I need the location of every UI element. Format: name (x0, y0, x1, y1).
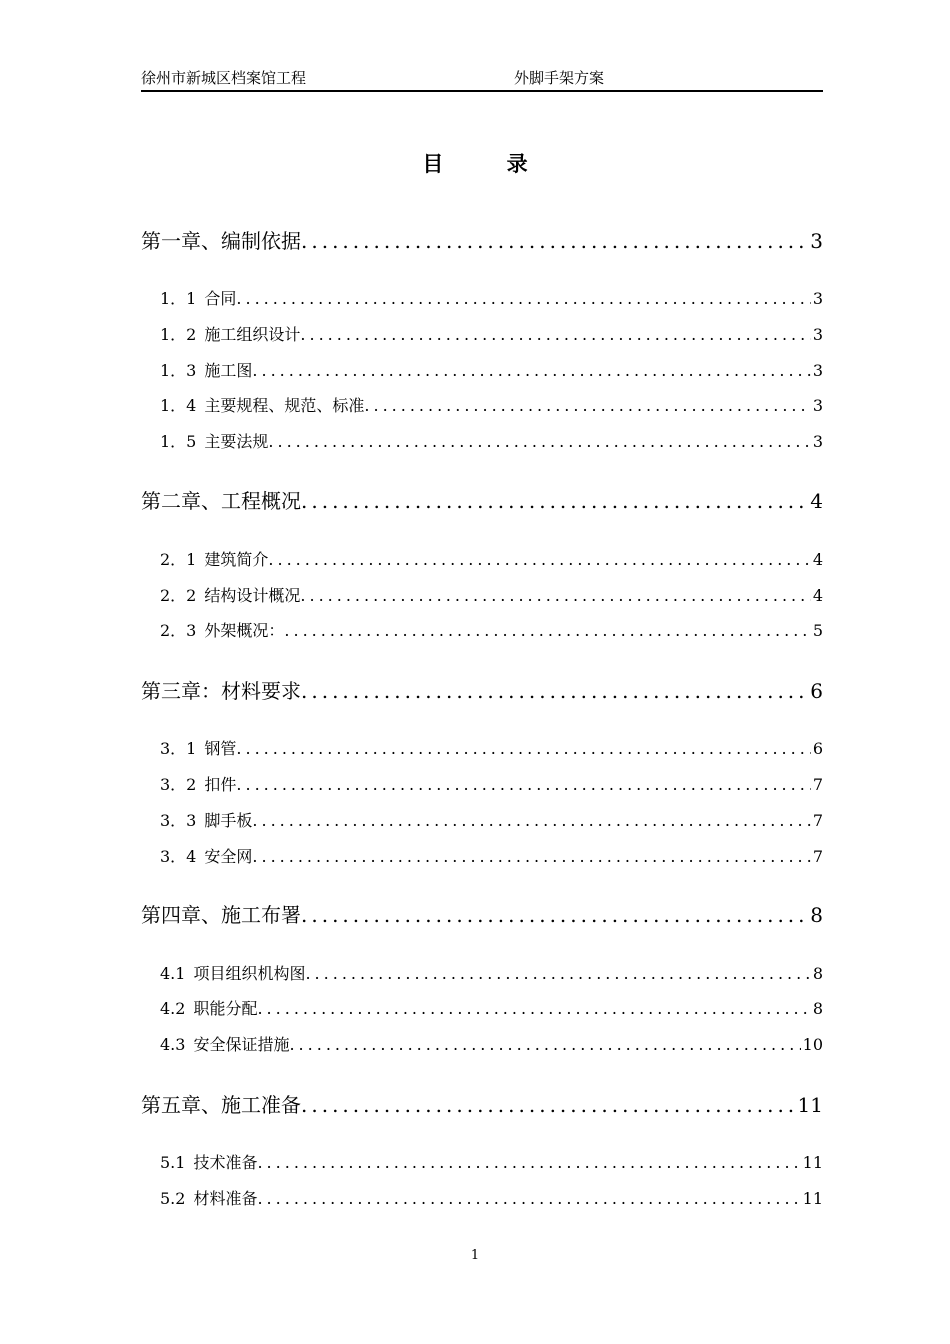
toc-entry-title: 第四章、施工布署 (141, 903, 301, 927)
toc-entry-page: 3 (812, 361, 823, 380)
toc-dot-leader (300, 586, 810, 605)
toc-chapter-entry[interactable] (141, 899, 823, 928)
toc-dot-leader (300, 325, 810, 344)
toc-entry-title: 脚手板 (204, 811, 253, 830)
toc-dot-leader (289, 1035, 800, 1054)
toc-entry-number: 2．2 (160, 586, 197, 605)
page-number: 1 (470, 1248, 480, 1263)
toc-entry-page: 11 (797, 1093, 823, 1117)
toc-entry-title: 第三章：材料要求 (141, 679, 301, 703)
toc-chapter-entry[interactable] (141, 1089, 823, 1118)
toc-chapter-entry[interactable] (141, 485, 823, 514)
toc-section-entry[interactable] (160, 1032, 823, 1055)
toc-entry-title: 合同 (204, 289, 237, 308)
toc-dot-leader (236, 775, 810, 794)
toc-dot-leader (252, 361, 810, 380)
toc-entry-page: 7 (812, 847, 823, 866)
toc-entry-number: 3．1 (160, 739, 197, 758)
toc-entry-title: 材料准备 (193, 1189, 258, 1208)
toc-dot-leader (305, 964, 810, 983)
toc-entry-title: 施工图 (204, 361, 253, 380)
toc-entry-page: 3 (812, 396, 823, 415)
toc-entry-title: 主要法规 (204, 432, 269, 451)
toc-entry-title: 外架概况： (204, 621, 285, 640)
toc-dot-leader (268, 550, 810, 569)
toc-entry-number: 3．3 (160, 811, 197, 830)
toc-dot-leader (284, 621, 810, 640)
toc-entry-title: 扣件 (204, 775, 237, 794)
toc-section-entry[interactable] (160, 358, 823, 381)
toc-section-entry[interactable] (160, 547, 823, 570)
toc-section-entry[interactable] (160, 322, 823, 345)
toc-entry-title: 项目组织机构图 (193, 964, 306, 983)
toc-entry-title: 安全保证措施 (193, 1035, 290, 1054)
toc-entry-page: 4 (810, 489, 823, 513)
toc-entry-title: 安全网 (204, 847, 253, 866)
toc-dot-leader (257, 1189, 800, 1208)
toc-dot-leader (236, 739, 810, 758)
toc-entry-title: 第一章、编制依据 (141, 229, 301, 253)
toc-entry-title: 技术准备 (193, 1153, 258, 1172)
toc-section-entry[interactable] (160, 286, 823, 309)
toc-section-entry[interactable] (160, 1186, 823, 1209)
toc-section-entry[interactable] (160, 583, 823, 606)
toc-entry-number: 4.3 (160, 1035, 186, 1054)
toc-dot-leader (268, 432, 810, 451)
toc-entry-number: 3．2 (160, 775, 197, 794)
toc-entry-page: 6 (810, 679, 823, 703)
toc-entry-number: 5.2 (160, 1189, 186, 1208)
toc-entry-number: 2．1 (160, 550, 197, 569)
toc-dot-leader (236, 289, 810, 308)
toc-section-entry[interactable] (160, 996, 823, 1019)
toc-entry-number: 1．4 (160, 396, 197, 415)
toc-dot-leader (301, 1093, 796, 1117)
toc-entry-number: 1．2 (160, 325, 197, 344)
toc-section-entry[interactable] (160, 429, 823, 452)
header-document-title: 外脚手架方案 (514, 69, 605, 87)
toc-entry-number: 4.2 (160, 999, 186, 1018)
toc-section-entry[interactable] (160, 844, 823, 867)
toc-dot-leader (364, 396, 810, 415)
toc-entry-number: 5.1 (160, 1153, 186, 1172)
toc-entry-page: 3 (812, 432, 823, 451)
toc-entry-page: 6 (812, 739, 823, 758)
toc-dot-leader (257, 1153, 800, 1172)
toc-entry-title: 建筑简介 (204, 550, 269, 569)
toc-section-entry[interactable] (160, 772, 823, 795)
toc-entry-page: 7 (812, 811, 823, 830)
toc-dot-leader (301, 679, 808, 703)
toc-dot-leader (252, 811, 810, 830)
toc-entry-page: 4 (812, 586, 823, 605)
toc-entry-title: 施工组织设计 (204, 325, 301, 344)
toc-entry-page: 3 (812, 289, 823, 308)
toc-entry-page: 5 (812, 621, 823, 640)
toc-entry-number: 4.1 (160, 964, 186, 983)
toc-entry-page: 8 (810, 903, 823, 927)
toc-section-entry[interactable] (160, 736, 823, 759)
toc-entry-title: 结构设计概况 (204, 586, 301, 605)
toc-entry-title: 第二章、工程概况 (141, 489, 301, 513)
toc-entry-number: 1．5 (160, 432, 197, 451)
toc-entry-page: 3 (810, 229, 823, 253)
toc-section-entry[interactable] (160, 1150, 823, 1173)
toc-entry-page: 8 (812, 964, 823, 983)
toc-entry-number: 1．1 (160, 289, 197, 308)
toc-dot-leader (301, 489, 808, 513)
header-project-name: 徐州市新城区档案馆工程 (141, 69, 307, 87)
toc-dot-leader (301, 903, 808, 927)
toc-entry-page: 11 (802, 1189, 823, 1208)
toc-section-entry[interactable] (160, 618, 823, 641)
toc-entry-page: 4 (812, 550, 823, 569)
toc-section-entry[interactable] (160, 393, 823, 416)
toc-entry-page: 7 (812, 775, 823, 794)
toc-entry-title: 职能分配 (193, 999, 258, 1018)
toc-entry-page: 11 (802, 1153, 823, 1172)
toc-dot-leader (252, 847, 810, 866)
toc-chapter-entry[interactable] (141, 675, 823, 704)
toc-entry-title: 第五章、施工准备 (141, 1093, 301, 1117)
toc-title: 目 录 (422, 151, 556, 176)
toc-chapter-entry[interactable] (141, 225, 823, 254)
toc-entry-page: 8 (812, 999, 823, 1018)
toc-entry-number: 1．3 (160, 361, 197, 380)
toc-dot-leader (257, 999, 810, 1018)
toc-entry-title: 钢管 (204, 739, 237, 758)
toc-dot-leader (301, 229, 808, 253)
toc-entry-page: 3 (812, 325, 823, 344)
toc-section-entry[interactable] (160, 808, 823, 831)
toc-entry-page: 10 (802, 1035, 823, 1054)
toc-entry-number: 3．4 (160, 847, 197, 866)
toc-section-entry[interactable] (160, 961, 823, 984)
toc-entry-number: 2．3 (160, 621, 197, 640)
toc-entry-title: 主要规程、规范、标准 (204, 396, 365, 415)
